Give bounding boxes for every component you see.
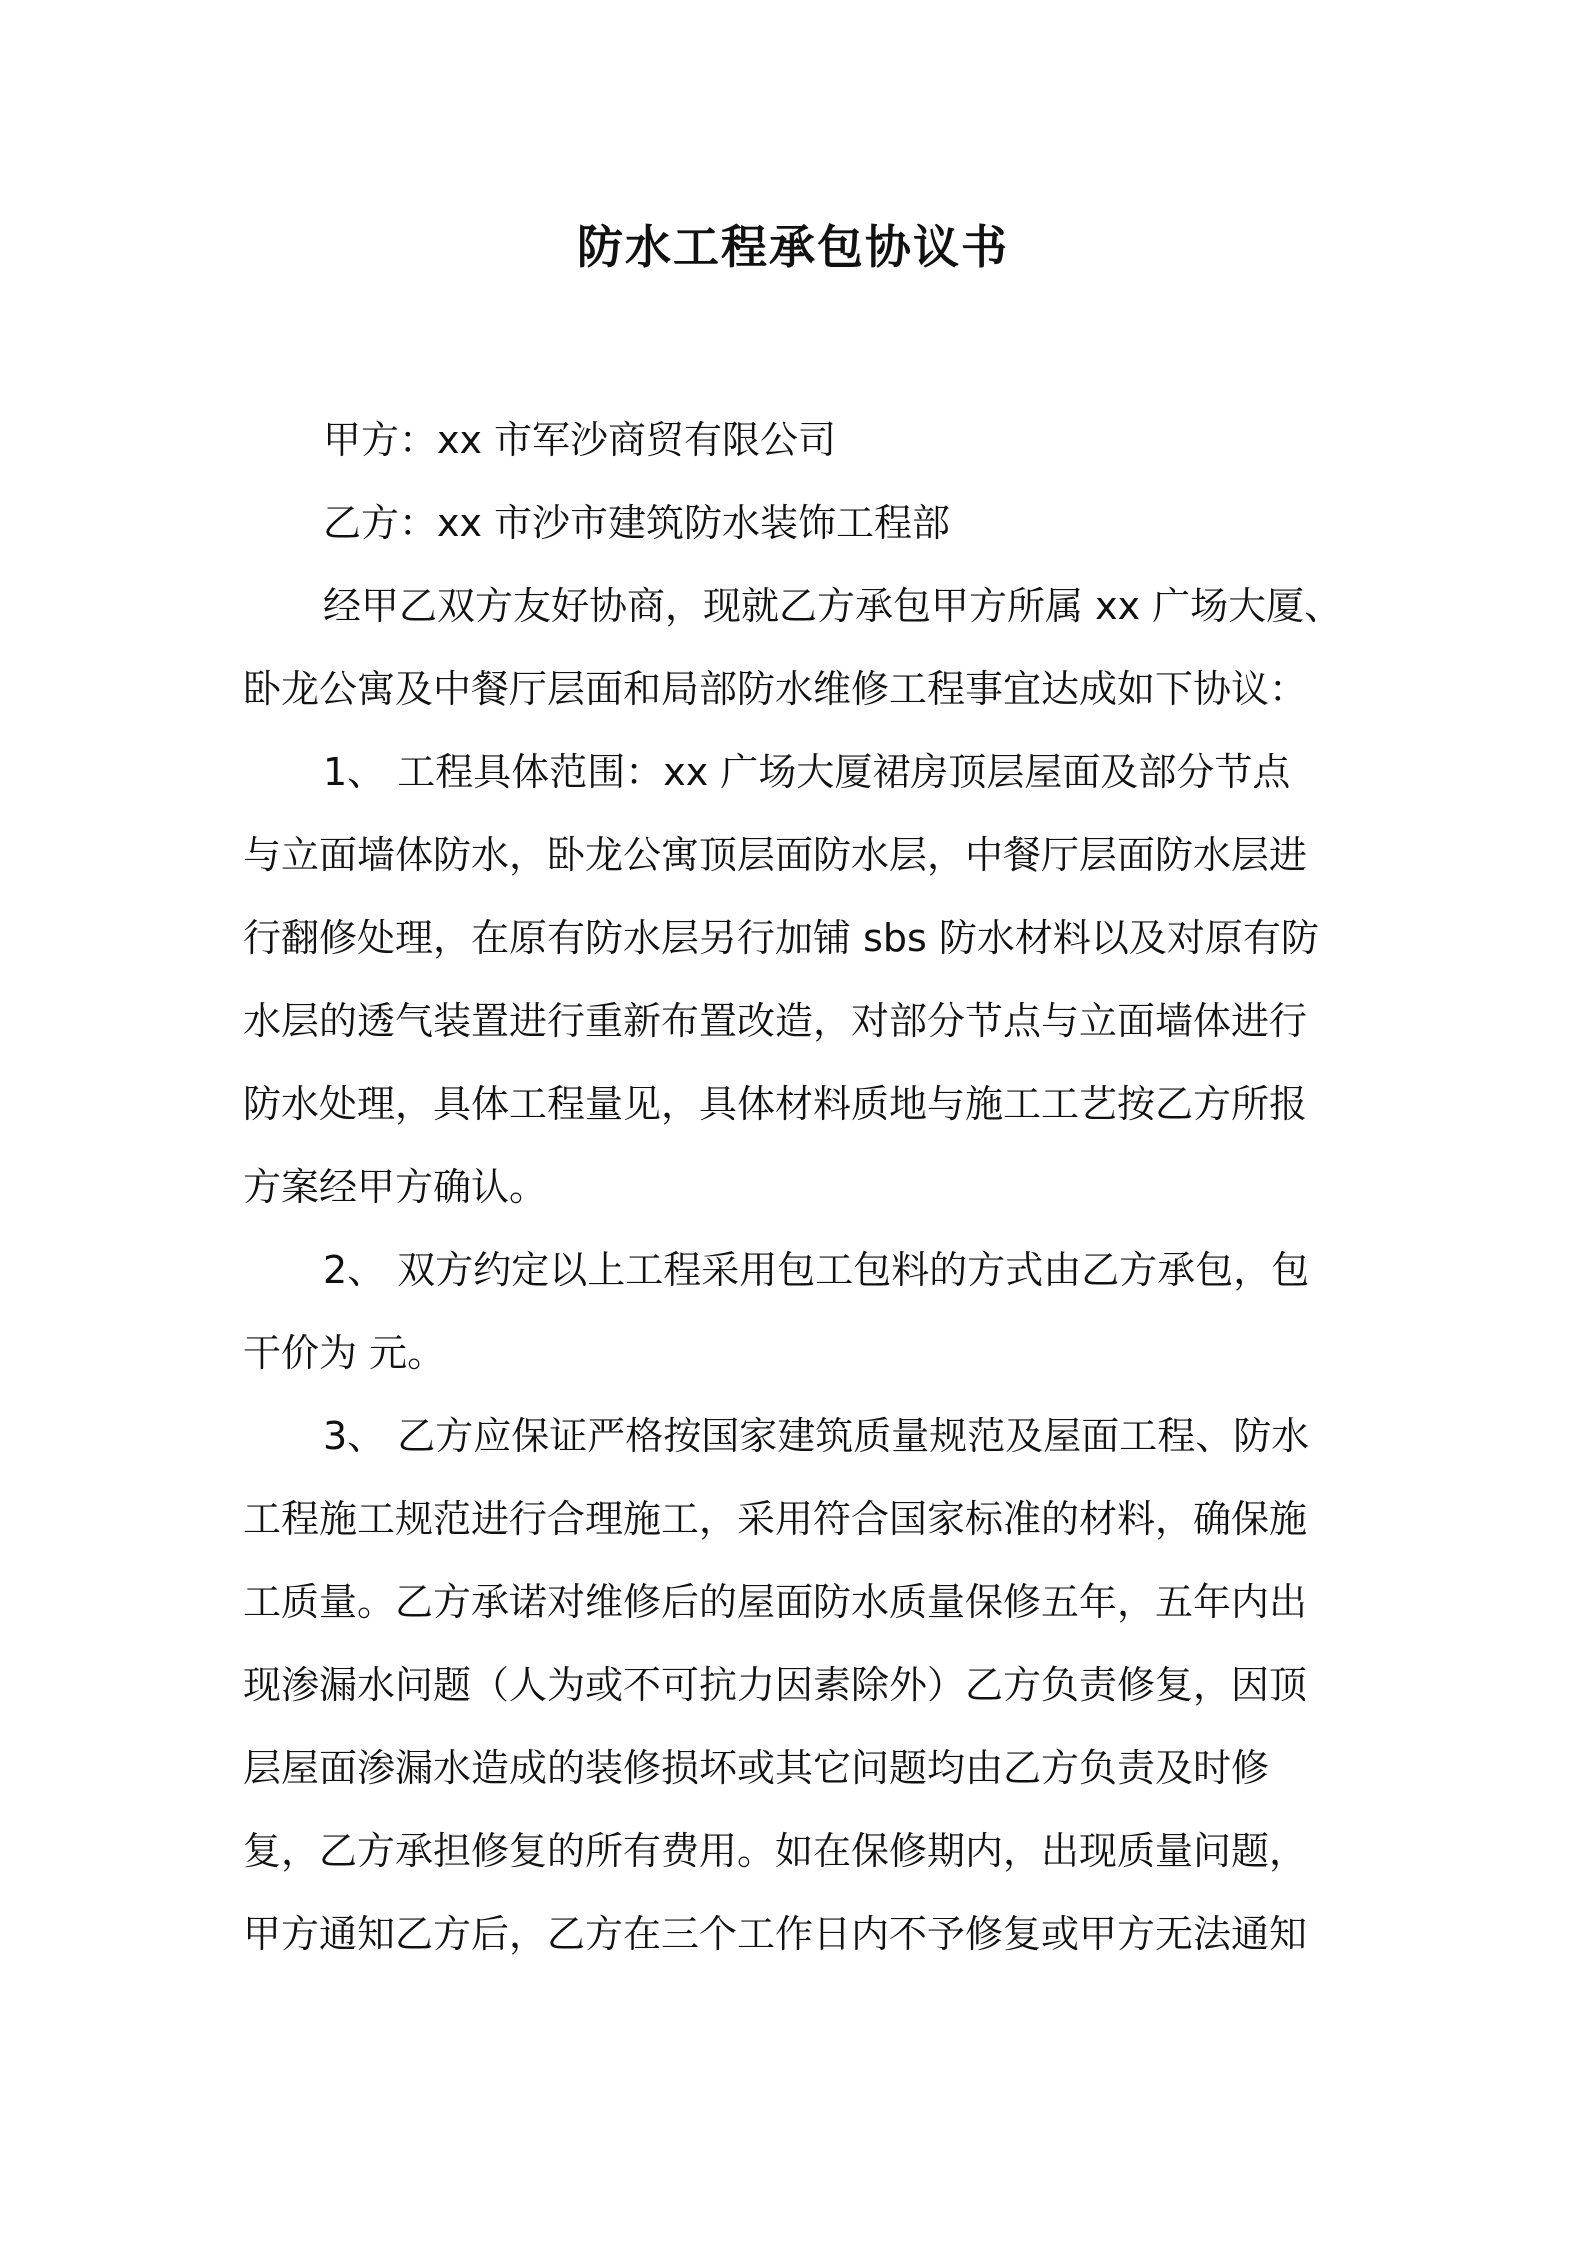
clause3-line-3: 工质量。乙方承诺对维修后的屋面防水质量保修五年，五年内出 — [243, 1580, 1308, 1624]
clause1-line-5: 防水处理，具体工程量见，具体材料质地与施工工艺按乙方所报 — [243, 1082, 1308, 1126]
clause1-line-6: 方案经甲方确认。 — [243, 1165, 548, 1209]
clause2-line-2: 干价为 元。 — [243, 1331, 446, 1375]
clause2-line-1: 2、 双方约定以上工程采用包工包料的方式由乙方承包，包 — [323, 1248, 1310, 1292]
party-a-line: 甲方：xx 市军沙商贸有限公司 — [323, 418, 837, 462]
clause3-line-6: 复，乙方承担修复的所有费用。如在保修期内，出现质量问题， — [243, 1829, 1308, 1873]
clause3-line-5: 层屋面渗漏水造成的装修损坏或其它问题均由乙方负责及时修 — [243, 1746, 1270, 1790]
document-title: 防水工程承包协议书 — [577, 220, 1009, 274]
clause1-line-4: 水层的透气装置进行重新布置改造，对部分节点与立面墙体进行 — [243, 999, 1308, 1043]
party-b-line: 乙方：xx 市沙市建筑防水装饰工程部 — [323, 501, 951, 545]
clause3-line-1: 3、 乙方应保证严格按国家建筑质量规范及屋面工程、防水 — [323, 1414, 1310, 1458]
clause1-line-3: 行翻修处理，在原有防水层另行加铺 sbs 防水材料以及对原有防 — [243, 916, 1319, 960]
clause3-line-2: 工程施工规范进行合理施工，采用符合国家标准的材料，确保施 — [243, 1497, 1308, 1541]
clause3-line-4: 现渗漏水问题（人为或不可抗力因素除外）乙方负责修复，因顶 — [243, 1663, 1308, 1707]
clause3-line-7: 甲方通知乙方后，乙方在三个工作日内不予修复或甲方无法通知 — [243, 1912, 1308, 1956]
intro-line-2: 卧龙公寓及中餐厅层面和局部防水维修工程事宜达成如下协议： — [243, 667, 1308, 711]
clause1-line-1: 1、 工程具体范围：xx 广场大厦裙房顶层屋面及部分节点 — [323, 750, 1291, 794]
intro-line-1: 经甲乙双方友好协商，现就乙方承包甲方所属 xx 广场大厦、 — [323, 584, 1343, 628]
clause1-line-2: 与立面墙体防水，卧龙公寓顶层面防水层，中餐厅层面防水层进 — [243, 833, 1308, 877]
